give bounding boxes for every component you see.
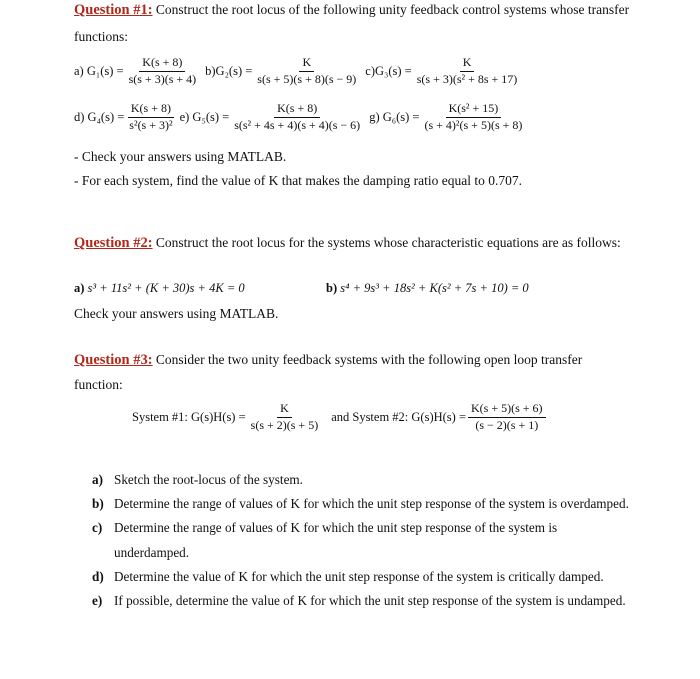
q3-systems-row — [132, 402, 548, 433]
eq-d-fraction — [126, 102, 175, 133]
q3-item-d-label: d) — [92, 569, 104, 584]
eq-a-numerator: K(s + 8) — [139, 56, 185, 72]
eq-g-label: g) G₆(s) = — [369, 109, 420, 124]
q3-item-c — [92, 520, 557, 536]
q3-item-c-continued: underdamped. — [114, 545, 190, 560]
eq-b-numerator: K — [299, 56, 314, 72]
q3-item-a — [92, 472, 303, 488]
q3-item-a-label: a) — [92, 472, 103, 487]
eq-d-label: d) G₄(s) = — [74, 109, 125, 124]
q3-item-e-label: e) — [92, 593, 103, 608]
q3-heading-line — [74, 352, 582, 369]
q3-item-d — [92, 569, 604, 585]
eq-c-denominator: s(s + 3)(s² + 8s + 17) — [416, 71, 518, 86]
eq-a-fraction — [126, 56, 200, 87]
q3-item-b-text: Determine the range of values of K for which the unit step response of the system is overdamped. — [114, 496, 629, 511]
q2-check: Check your answers using MATLAB. — [74, 306, 279, 321]
sys2-fraction — [468, 402, 546, 433]
sys1-numerator: K — [277, 402, 292, 418]
q3-intro: Consider the two unity feedback systems with the following open loop transfer — [155, 352, 583, 367]
q2-eq-b — [326, 281, 529, 296]
q3-intro-2: function: — [74, 377, 123, 392]
eq-c-numerator: K — [460, 56, 475, 72]
eq-e-label: e) G₅(s) = — [179, 109, 230, 124]
q1-heading-line — [74, 2, 629, 19]
eq-b-label: b)G₂(s) = — [205, 63, 253, 78]
q3-item-e-text: If possible, determine the value of K for which the unit step response of the system is undamped. — [114, 593, 626, 608]
q2-intro: Construct the root locus for the systems whose characteristic equations are as follows: — [155, 235, 621, 250]
q3-item-c-text: Determine the range of values of K for which the unit step response of the system is — [114, 520, 558, 535]
q2-eq-b-label: b) — [326, 281, 338, 295]
q1-note-matlab: - Check your answers using MATLAB. — [74, 149, 287, 164]
q2-heading-line — [74, 235, 621, 252]
q2-eq-a-label: a) — [74, 281, 85, 295]
q3-heading: Question #3: — [74, 352, 153, 368]
sys1-denominator: s(s + 2)(s + 5) — [250, 417, 319, 432]
eq-a-denominator: s(s + 3)(s + 4) — [128, 71, 197, 86]
q3-item-b-label: b) — [92, 496, 104, 511]
sys2-denominator: (s − 2)(s + 1) — [475, 417, 539, 432]
q2-eq-b-text: s⁴ + 9s³ + 18s² + K(s² + 7s + 10) = 0 — [340, 281, 529, 295]
eq-e-numerator: K(s + 8) — [274, 102, 320, 118]
eq-b-denominator: s(s + 5)(s + 8)(s − 9) — [257, 71, 357, 86]
q1-eq-row-2 — [74, 102, 527, 133]
eq-d-denominator: s²(s + 3)² — [129, 117, 173, 132]
sys1-fraction — [248, 402, 322, 433]
q3-item-c-label: c) — [92, 520, 103, 535]
q1-intro-2: functions: — [74, 29, 128, 44]
q3-item-e — [92, 593, 626, 609]
eq-g-fraction — [421, 102, 525, 133]
eq-a-label: a) G₁(s) = — [74, 63, 124, 78]
eq-d-numerator: K(s + 8) — [128, 102, 174, 118]
eq-e-fraction — [231, 102, 363, 133]
q1-heading: Question #1: — [74, 2, 153, 18]
sys2-label: and System #2: G(s)H(s) = — [331, 409, 467, 424]
q1-note-damping: - For each system, find the value of K that makes the damping ratio equal to 0.707. — [74, 173, 523, 188]
eq-g-numerator: K(s² + 15) — [446, 102, 502, 118]
eq-g-denominator: (s + 4)²(s + 5)(s + 8) — [424, 117, 523, 132]
eq-e-denominator: s(s² + 4s + 4)(s + 4)(s − 6) — [234, 117, 361, 132]
eq-b-fraction — [254, 56, 359, 87]
q2-eq-a — [74, 281, 245, 296]
q3-item-a-text: Sketch the root-locus of the system. — [114, 472, 303, 487]
q2-eq-a-text: s³ + 11s² + (K + 30)s + 4K = 0 — [87, 281, 245, 295]
q1-eq-row-1 — [74, 56, 522, 87]
q1-intro: Construct the root locus of the following unity feedback control systems whose transfer — [155, 2, 630, 17]
eq-c-fraction — [414, 56, 521, 87]
sys1-label: System #1: G(s)H(s) = — [132, 409, 246, 424]
q3-item-d-text: Determine the value of K for which the unit step response of the system is critically damped. — [114, 569, 604, 584]
q2-heading: Question #2: — [74, 235, 153, 251]
q3-item-b — [92, 496, 629, 512]
eq-c-label: c)G₃(s) = — [365, 63, 412, 78]
sys2-numerator: K(s + 5)(s + 6) — [468, 402, 546, 418]
